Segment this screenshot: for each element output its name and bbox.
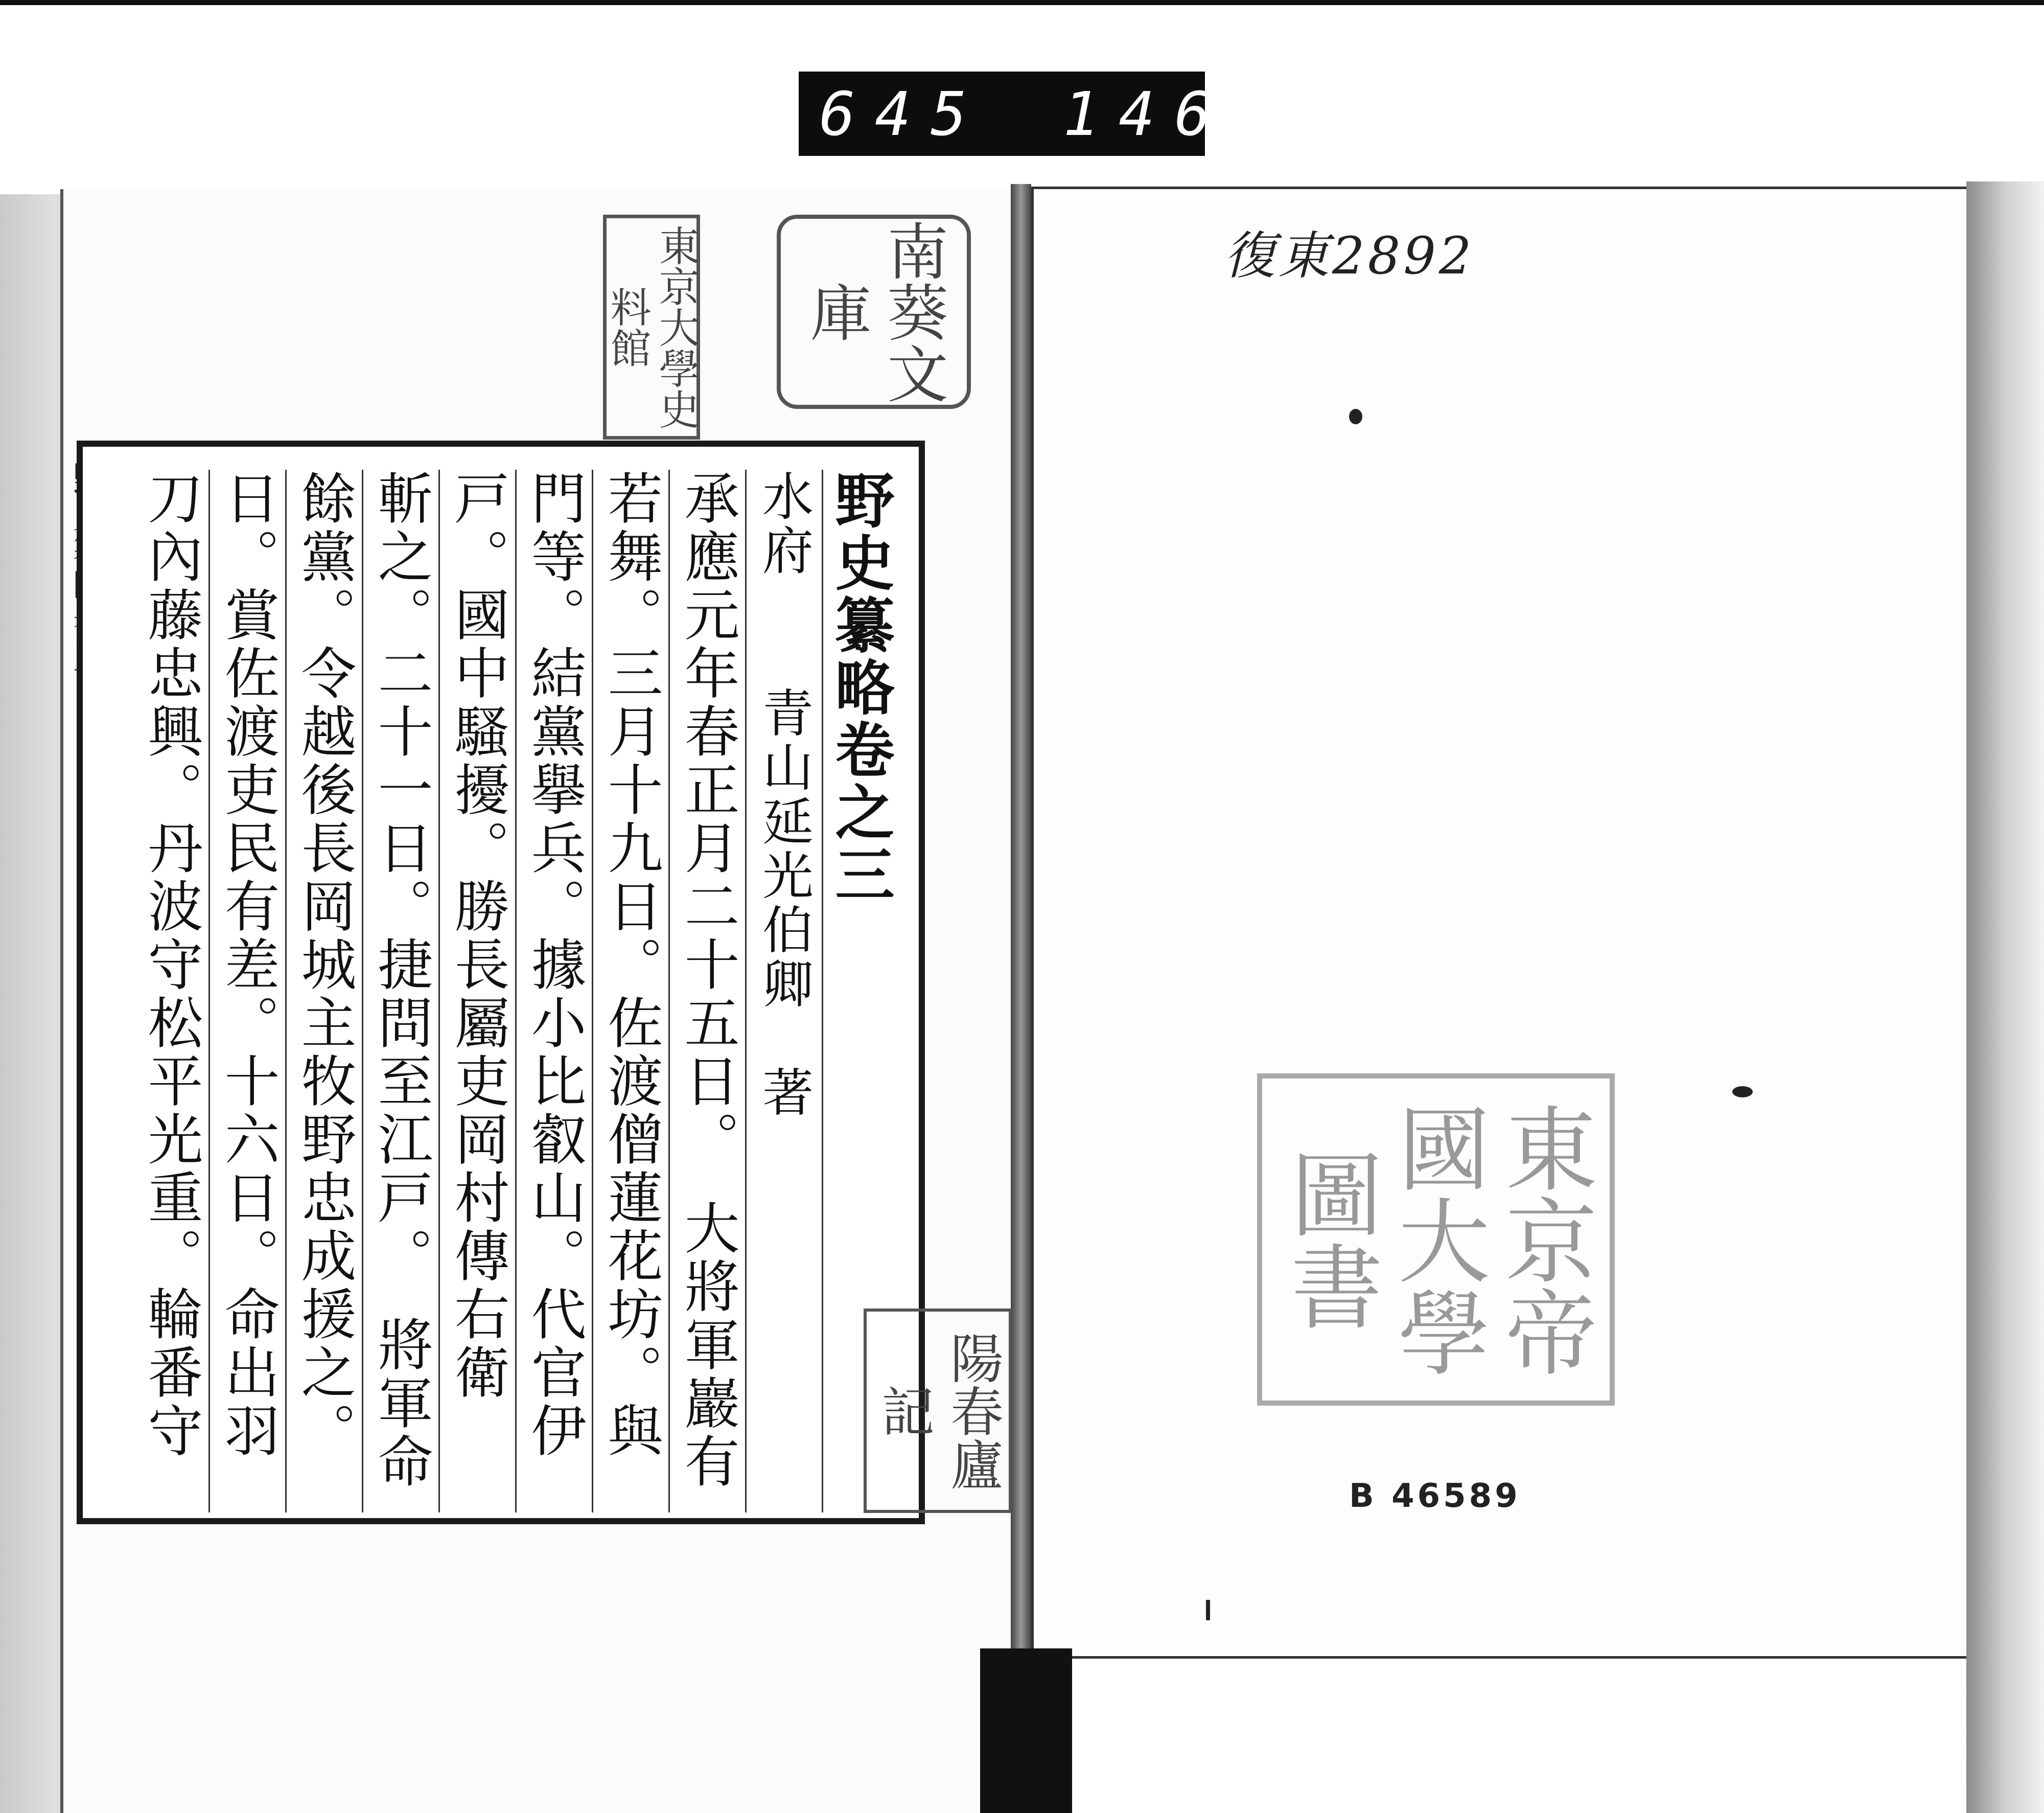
text-column-6: 餘黨。令越後長岡城主牧野忠成援之。: [285, 470, 362, 1512]
text-column-7: 日。賞佐渡吏民有差。十六日。命出羽: [208, 470, 285, 1512]
gutter-shadow: [980, 1648, 1072, 1813]
text-column-2: 若舞。三月十九日。佐渡僧蓮花坊。與: [592, 470, 668, 1512]
film-top-edge: [0, 0, 2044, 5]
text-column-1: 承應元年春正月二十五日。 大將軍巖有: [668, 470, 745, 1512]
university-seal: 東京大學史料館: [603, 215, 700, 440]
right-page-edge: [1966, 181, 2044, 1813]
accession-number: B 46589: [1349, 1477, 1521, 1515]
library-seal: 東京帝國大學圖書: [1257, 1073, 1615, 1406]
right-page: [1031, 187, 1971, 1659]
film-label-reel: 645: [819, 78, 987, 149]
text-column-4: 戸。國中騷擾。勝長屬吏岡村傳右衛: [438, 470, 515, 1512]
handwritten-call-number: 復東2892: [1224, 226, 1475, 286]
vertical-text-block: [83, 447, 919, 1518]
ink-speck: [1349, 409, 1362, 424]
nanki-bunko-seal: 南葵文庫: [777, 215, 971, 409]
text-column-5: 斬之。二十一日。捷問至江戸。 將軍命: [362, 470, 438, 1512]
ink-speck: [1206, 1600, 1210, 1620]
author-line: 水府 青山延光伯卿 著: [745, 470, 822, 1512]
microfilm-label: [799, 72, 1286, 156]
yoshun-seal: 陽春廬記: [864, 1309, 1012, 1513]
film-label-frame: 146.: [1063, 78, 1286, 149]
text-column-8: 刀內藤忠興。丹波守松平光重。輪番守: [138, 470, 202, 1460]
book-gutter: [1011, 184, 1031, 1813]
book-title: 野史纂略卷之三: [822, 470, 898, 1512]
text-column-3: 門等。結黨擧兵。據小比叡山。代官伊: [515, 470, 592, 1512]
ink-speck: [1732, 1086, 1753, 1097]
